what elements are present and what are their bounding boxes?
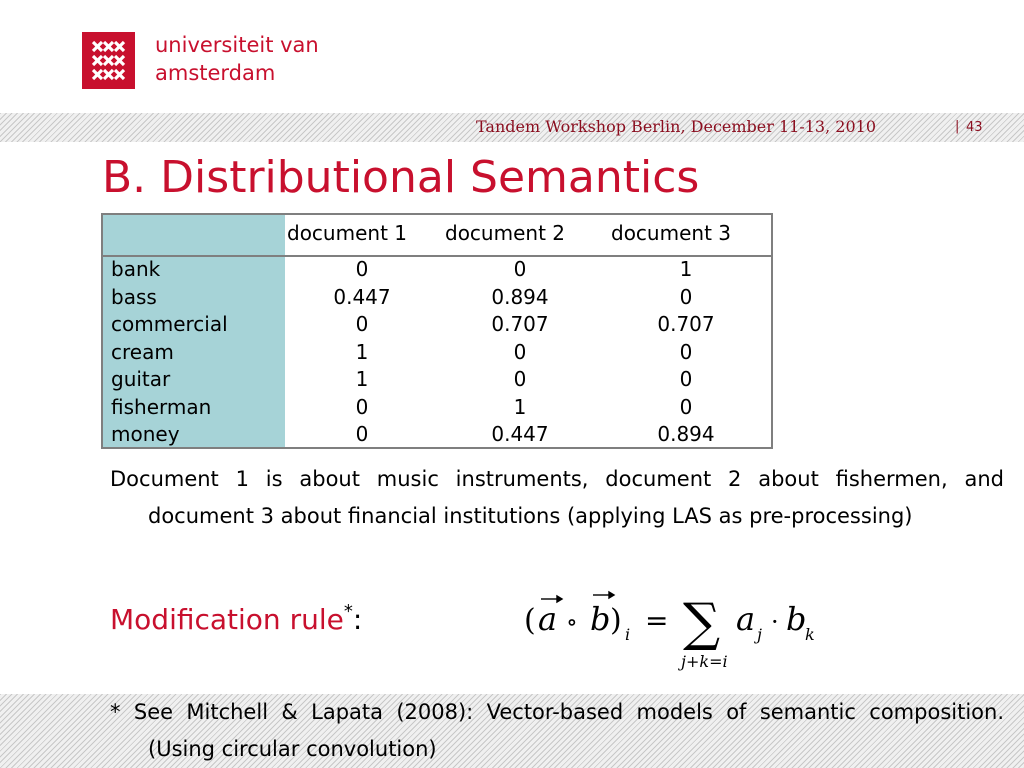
formula-close-paren: ) <box>610 603 622 638</box>
row-label-fisherman: fisherman <box>111 394 212 419</box>
table-cell: 0 <box>513 339 527 364</box>
table-cell: 0.707 <box>657 312 715 336</box>
formula-subscript-j: j <box>757 625 762 644</box>
row-label-guitar: guitar <box>111 367 171 391</box>
table-cell: 1 <box>513 394 527 419</box>
table-cell: 1 <box>355 339 369 364</box>
formula-dot: · <box>771 608 779 636</box>
row-label-money: money <box>111 422 180 446</box>
workshop-caption: Tandem Workshop Berlin, December 11-13, 2010 <box>476 117 876 136</box>
formula-circle-op: ∘ <box>566 608 578 636</box>
table-cell: 1 <box>355 367 369 391</box>
formula-b-k: b <box>786 600 807 638</box>
table-cell: 0.894 <box>491 284 549 309</box>
row-label-commercial: commercial <box>111 312 228 336</box>
table-cell: 0 <box>679 284 693 309</box>
footnote-text: * See Mitchell & Lapata (2008): Vector-based models of semantic composition. (Using circular convolution) <box>110 700 1004 761</box>
formula-open-paren: ( <box>524 603 536 638</box>
university-name-line1: universiteit van <box>155 33 319 57</box>
column-header-document-3: document 3 <box>611 221 731 245</box>
modification-rule-text: Modification rule <box>110 603 344 636</box>
page-number-separator: | <box>955 119 960 134</box>
formula-subscript-k: k <box>805 625 815 644</box>
term-document-table <box>101 213 773 449</box>
table-cell: 0 <box>355 257 369 281</box>
university-logo <box>82 32 135 89</box>
formula-sum-index: j+k=i <box>681 652 728 671</box>
table-cell: 0.707 <box>491 312 549 336</box>
table-corner-cell <box>103 215 285 255</box>
row-label-cream: cream <box>111 339 174 364</box>
modification-colon: : <box>352 603 363 636</box>
modification-rule-label <box>110 601 362 636</box>
table-cell: 0 <box>679 394 693 419</box>
column-header-document-1: document 1 <box>287 221 407 245</box>
table-cell: 0.447 <box>491 422 549 446</box>
university-name-line2: amsterdam <box>155 61 276 85</box>
table-cell: 0 <box>513 367 527 391</box>
university-name <box>155 31 319 87</box>
formula-sum-sign: ∑ <box>683 593 721 653</box>
formula-vector-a: a <box>538 600 558 638</box>
table-cell: 0 <box>679 367 693 391</box>
footnote-asterisk: * <box>343 601 353 622</box>
slide-title: B. Distributional Semantics <box>102 152 700 203</box>
formula-a-j: a <box>736 600 756 638</box>
table-cell: 0 <box>355 394 369 419</box>
page-number: 43 <box>966 120 983 135</box>
table-cell: 0 <box>355 312 369 336</box>
table-cell: 0.447 <box>333 284 391 309</box>
table-cell: 0 <box>355 422 369 446</box>
table-cell: 0 <box>679 339 693 364</box>
formula-subscript-i: i <box>625 625 631 644</box>
description-paragraph: Document 1 is about music instruments, document 2 about fishermen, and document 3 about financial institutions (applying LAS as pre-processing) <box>110 467 1004 528</box>
row-label-bass: bass <box>111 284 157 309</box>
column-header-document-2: document 2 <box>445 221 565 245</box>
table-cell: 0 <box>513 257 527 281</box>
table-cell: 1 <box>679 257 693 281</box>
table-cell: 0.894 <box>657 422 715 446</box>
formula-vector-b: b <box>590 600 611 638</box>
row-label-bank: bank <box>111 257 161 281</box>
formula-equals: = <box>645 604 669 637</box>
convolution-formula <box>510 585 830 675</box>
